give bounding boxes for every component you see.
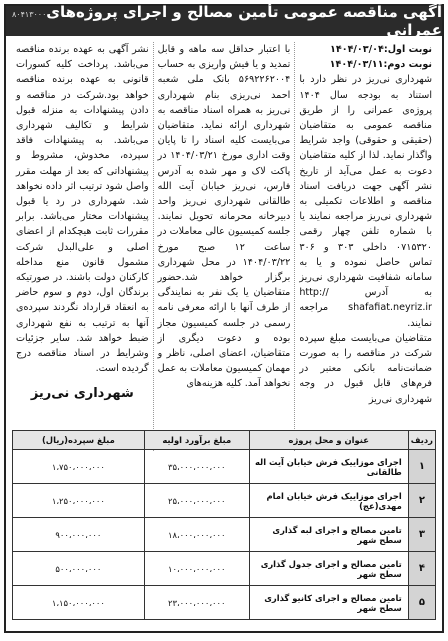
project-title: اجرای موزاییک فرش خیابان آیت اله طالقانی: [249, 450, 408, 484]
col-header-deposit: مبلغ سپرده(ریال): [13, 431, 145, 450]
text-column-3: [12, 42, 153, 451]
second-publish-date: نوبت دوم:۱۴۰۴/۰۳/۱۱: [329, 59, 432, 71]
col-header-estimate: مبلغ برآورد اولیه: [144, 431, 249, 450]
col-header-title: عنوان و محل پروژه: [249, 431, 408, 450]
row-index: ۳: [408, 518, 435, 552]
notice-paragraph-3: با اعتبار حداقل سه ماهه و قابل تمدید و یا فیش واریزی به حساب ۵۶۹۲۲۶۲۰۰۴ بانک ملی شعبه احمد نی‌ریزی بنام شهرداری نی‌ریز به همراه اسناد مناقصه به شهرداری ارائه نماید. متقاضیان می‌بایست کلیه اسناد را تا پایان وقت اداری مورخ ۱۴۰۴/۰۳/۲۱ در پاکت لاک و مهر شده به آدرس فارس، نی‌ریز خیابان آیت الله طالقانی شهرداری نی‌ریز واحد دبیرخانه محرمانه تحویل نمایند. جلسه کمیسیون عالی معاملات در ساعت ۱۲ صبح مورخ ۱۴۰۴/۰۳/۲۲ در محل شهرداری برگزار خواهد شد.حضور متقاضیان یا یک نفر به نمایندگی از طرف آنها با ارائه معرفی نامه رسمی در جلسه کمیسیون مجاز بوده و دعوت دیگری از متقاضیان، اعضای اصلی، ناظر و مهمان کمیسیون معاملات به عمل نخواهد آمد. کلیه هزینه‌های: [157, 44, 291, 390]
estimate-amount: ۱۰،۰۰۰،۰۰۰،۰۰۰: [144, 552, 249, 586]
table-header-row: [13, 431, 436, 450]
estimate-amount: ۱۸،۰۰۰،۰۰۰،۰۰۰: [144, 518, 249, 552]
row-index: ۵: [408, 586, 435, 620]
tender-notice: [4, 4, 444, 633]
table-row: [13, 518, 436, 552]
notice-body: [6, 36, 442, 451]
row-index: ۱: [408, 450, 435, 484]
table-row: [13, 450, 436, 484]
first-publish-date: نوبت اول:۱۴۰۴/۰۳/۰۴: [330, 44, 432, 55]
project-title: تامین مصالح و اجرای جدول گذاری سطح شهر: [249, 552, 408, 586]
estimate-amount: ۲۳،۰۰۰،۰۰۰،۰۰۰: [144, 586, 249, 620]
project-title: اجرای موزاییک فرش خیابان امام مهدی(عج): [249, 484, 408, 518]
notice-paragraph-4: نشر آگهی به عهده برنده مناقصه می‌باشد. پرداخت کلیه کسورات قانونی به عهده برنده مناقصه خواهد بود.شرکت در مناقصه و دادن پیشنهادات به منزله قبول شرایط و تکالیف شهرداری می‌باشد. به پیشنهادات فاقد سپرده، مخدوش، مشروط و پیشنهاداتی که بعد از مهلت مقرر واصل شود ترتیب اثر داده نخواهد شد. شهرداری در رد یا قبول پیشنهادات مختار می‌باشد. برابر مقررات ثابت هیچکدام از اعضای اصلی و علی‌البدل شرکت مشمول قانون منع مداخله کارکنان دولت باشند. در صورتیکه برندگان اول، دوم و سوم حاضر به انعقاد قرارداد نگردند سپرده‌ی آنها به ترتیب به نفع شهرداری ضبط خواهد شد. سایر جزئیات وشرایط در اسناد مناقصه درج گردیده است.: [15, 44, 149, 375]
notice-header: [6, 3, 442, 39]
row-index: ۲: [408, 484, 435, 518]
deposit-amount: ۱،۱۵۰،۰۰۰،۰۰۰: [13, 586, 145, 620]
signature: شهرداری نی‌ریز: [30, 386, 134, 402]
deposit-amount: ۹۰۰،۰۰۰،۰۰۰: [13, 518, 145, 552]
table-row: [13, 552, 436, 586]
deposit-amount: ۱،۷۵۰،۰۰۰،۰۰۰: [13, 450, 145, 484]
table-row: [13, 586, 436, 620]
notice-paragraph-2: متقاضیان می‌بایست مبلغ سپرده شرکت در مناقصه را به صورت ضمانت‌نامه بانکی معتبر در فرم‌های قابل قبول در وجه شهرداری نی‌ریز: [299, 332, 432, 405]
col-header-index: ردیف: [408, 431, 435, 450]
row-index: ۴: [408, 552, 435, 586]
table-row: [13, 484, 436, 518]
deposit-amount: ۱،۲۵۰،۰۰۰،۰۰۰: [13, 484, 145, 518]
estimate-amount: ۲۵،۰۰۰،۰۰۰،۰۰۰: [144, 484, 249, 518]
project-title: تامین مصالح و اجرای لبه گذاری سطح شهر: [249, 518, 408, 552]
notice-code: ۸۰۴۱۳۰۰۰۰: [12, 10, 51, 19]
estimate-amount: ۳۵،۰۰۰،۰۰۰،۰۰۰: [144, 450, 249, 484]
deposit-amount: ۵۰۰،۰۰۰،۰۰۰: [13, 552, 145, 586]
project-title: تامین مصالح و اجرای کانیو گذاری سطح شهر: [249, 586, 408, 620]
notice-title: آگهی مناقصه عمومی تأمین مصالح و اجرای پروژه‌های عمرانی: [46, 3, 442, 39]
projects-table: [12, 430, 436, 620]
text-column-1: [294, 42, 436, 451]
text-column-2: [153, 42, 295, 451]
notice-paragraph-1: شهرداری نی‌ریز در نظر دارد با استناد به بودجه سال ۱۴۰۴ پروژه‌ی عمرانی را از طریق مناقصه عمومی به متقاضیان (حقیقی و حقوقی) واجد شرایط واگذار نماید. لذا از کلیه متقاضیان دعوت به عمل می‌آید از تاریخ نشر آگهی جهت دریافت اسناد مناقصه و اطلاعات تکمیلی به شهرداری نی‌ریز مراجعه نمایند یا با شماره تلفن چهار رقمی ۰۷۱۵۳۲۰ داخلی ۳۰۳ و ۳۰۶ تماس حاصل نموده و یا به سامانه شفافیت شهرداری نی‌ریز به آدرس http:// shafafiat.neyriz.ir مراجعه نمایند.: [299, 74, 432, 329]
